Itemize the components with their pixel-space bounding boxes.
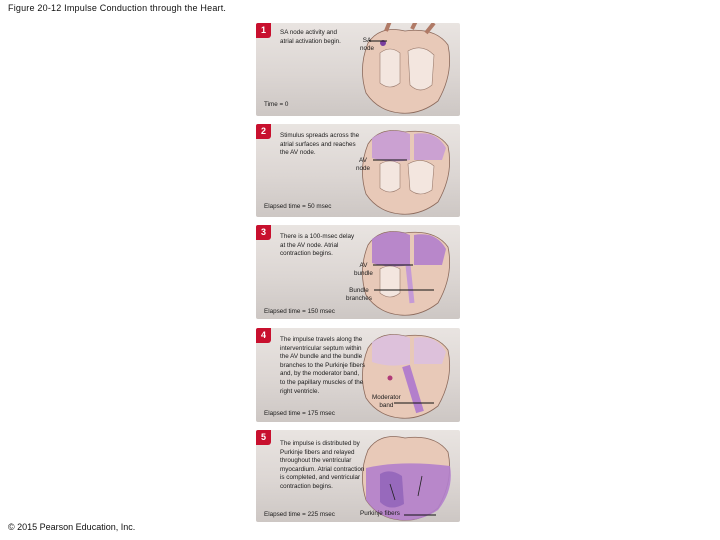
av-node-label [356,157,370,173]
step-3-badge: 3 [256,225,271,240]
purkinje-fibers-pointer [404,510,444,520]
moderator-band-pointer [394,400,444,410]
step-4-badge: 4 [256,328,271,343]
caption-line: Purkinje fibers and relayed [280,448,355,456]
av-bundle-label [354,262,373,278]
label-line: AV [359,262,368,269]
label-line: node [360,45,375,52]
label-line: branches [346,295,372,302]
copyright-notice: © 2015 Pearson Education, Inc. [8,522,136,532]
label-line: bundle [354,270,373,277]
caption-line: is completed, and ventricular [280,474,361,482]
step-1-caption [280,29,341,46]
step-1-time: Time = 0 [264,101,289,108]
purkinje-fibers-label: Purkinje fibers [360,510,400,517]
caption-line: SA node activity and [280,29,338,36]
sa-node-pointer [369,38,399,48]
bundle-branches-label [346,287,372,303]
step-1-badge: 1 [256,23,271,38]
caption-line: right ventricle. [280,387,320,395]
label-line: AV [359,157,367,164]
step-5-time: Elapsed time = 225 msec [264,511,335,518]
caption-line: The impulse is distributed by [280,440,360,447]
step-2-time: Elapsed time = 50 msec [264,203,332,210]
label-line: node [356,165,371,172]
caption-line: Stimulus spreads across the [280,132,360,139]
caption-line: There is a 100-msec delay [280,233,355,240]
caption-line: contraction begins. [280,250,333,258]
step-2-caption [280,132,359,158]
caption-line: at the AV node. Atrial [280,241,339,249]
caption-line: throughout the ventricular [280,457,352,465]
step-1-panel [256,23,460,116]
step-3-panel [256,225,460,319]
step-4-panel [256,328,460,422]
caption-line: atrial activation begin. [280,37,341,45]
step-5-badge: 5 [256,430,271,445]
label-line: Bundle [349,287,369,294]
label-line: band [379,402,394,409]
av-node-pointer [373,157,413,167]
caption-line: interventricular septum within [280,344,362,352]
caption-line: myocardium. Atrial contraction [280,465,365,473]
label-line: Moderator [372,394,401,401]
step-3-time: Elapsed time = 150 msec [264,308,335,315]
step-3-caption [280,233,354,259]
step-2-badge: 2 [256,124,271,139]
caption-line: the AV node. [280,149,316,157]
av-bundle-pointer [373,262,423,272]
caption-line: atrial surfaces and reaches [280,140,356,148]
caption-line: to the papillary muscles of the [280,378,364,386]
bundle-branches-pointer [374,287,460,299]
caption-line: branches to the Purkinje fibers [280,361,366,369]
heart-illustration [350,430,460,522]
step-5-panel [256,430,460,522]
step-2-panel [256,124,460,217]
caption-line: The impulse travels along the [280,336,363,343]
step-4-caption [280,336,365,396]
caption-line: the AV bundle and the bundle [280,353,363,361]
caption-line: and, by the moderator band, [280,370,360,378]
step-4-time: Elapsed time = 175 msec [264,410,335,417]
label-line: SA [362,37,372,44]
figure-title: Figure 20-12 Impulse Conduction through the Heart. [8,3,227,13]
step-5-caption [280,440,364,492]
caption-line: contraction begins. [280,482,333,490]
